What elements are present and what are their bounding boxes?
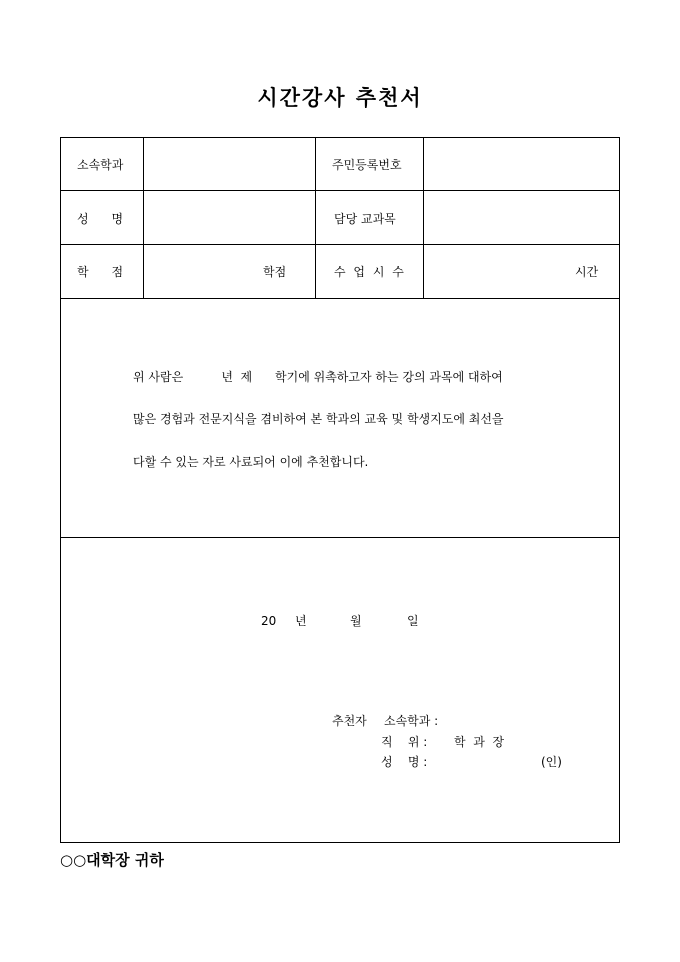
credit-label: 학 점	[77, 265, 124, 279]
date-year-label: 년	[295, 614, 307, 628]
credit-unit: 학점	[263, 265, 287, 279]
row-department	[61, 138, 619, 191]
body-line-3: 다할 수 있는 자로 사료되어 이에 추천합니다.	[133, 455, 369, 469]
section-divider	[61, 537, 619, 538]
column-divider	[143, 138, 144, 299]
body-line-2: 많은 경험과 전문지식을 겸비하여 본 학과의 교육 및 학생지도에 최선을	[133, 412, 504, 426]
date-year-prefix: 20	[261, 614, 277, 628]
row-name	[61, 191, 619, 245]
row-credits	[61, 245, 619, 299]
hours-unit: 시간	[575, 265, 599, 279]
name-label: 성 명	[77, 212, 124, 226]
recommender-position-label: 직 위 :	[381, 735, 428, 749]
recommender-dept-label: 소속학과 :	[384, 714, 439, 728]
addressee: ○○대학장 귀하	[60, 851, 164, 869]
rrn-label: 주민등록번호	[332, 158, 402, 172]
recommender-label: 추천자	[332, 714, 367, 728]
document-title: 시간강사 추천서	[257, 85, 423, 110]
date-month-label: 월	[350, 614, 362, 628]
hours-label: 수 업 시 수	[334, 265, 406, 279]
column-divider	[315, 138, 316, 299]
seal-mark: (인)	[541, 755, 562, 769]
subject-label: 담당 교과목	[334, 212, 396, 226]
date-day-label: 일	[407, 614, 419, 628]
department-label: 소속학과	[77, 158, 124, 172]
body-line-1: 위 사람은 년 제 학기에 위촉하고자 하는 강의 과목에 대하여	[133, 370, 503, 384]
recommender-name-label: 성 명 :	[381, 755, 428, 769]
column-divider	[423, 138, 424, 299]
recommender-position-value: 학 과 장	[454, 735, 505, 749]
recommendation-form	[60, 137, 620, 843]
